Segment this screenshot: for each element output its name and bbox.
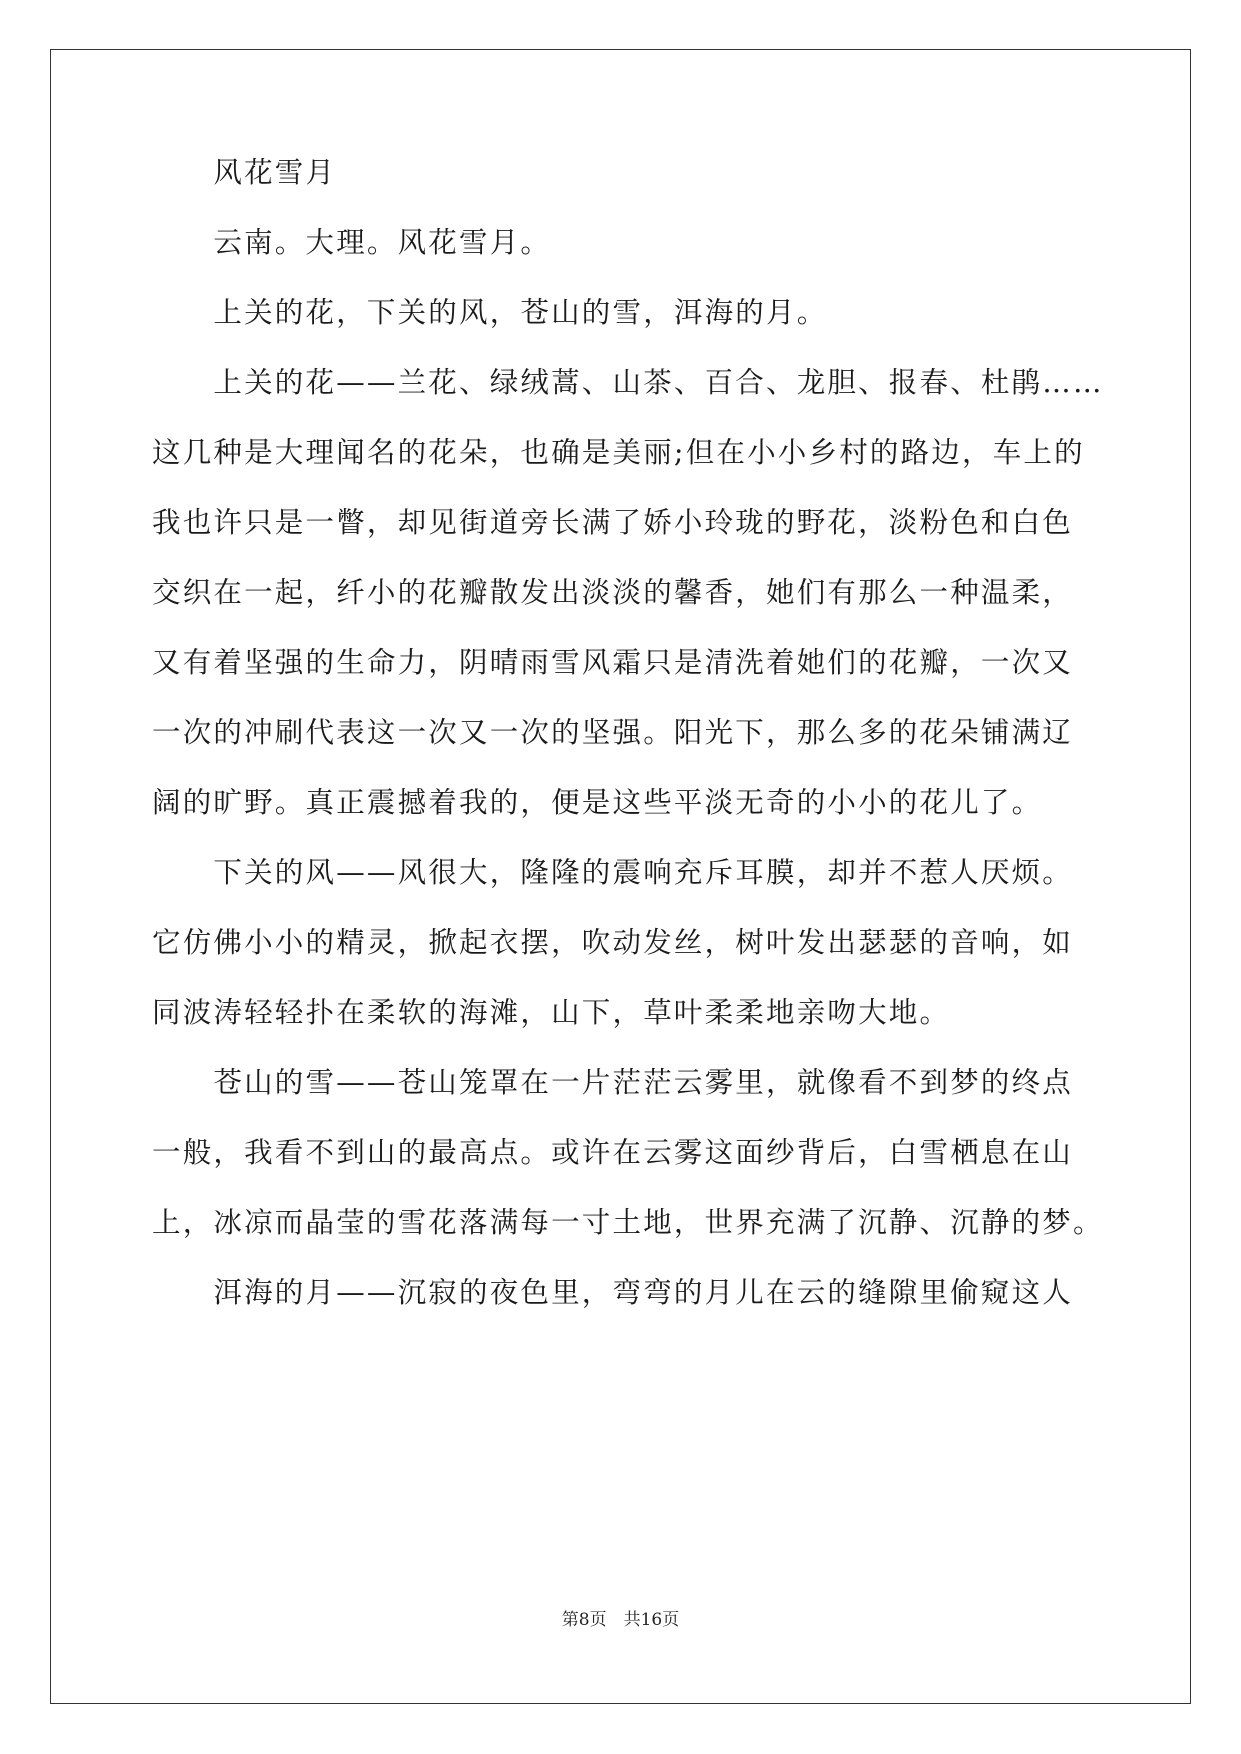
text-line: 我也许只是一瞥，却见街道旁长满了娇小玲珑的野花，淡粉色和白色	[152, 506, 1074, 539]
page-footer	[0, 1608, 1241, 1632]
text-line: 交织在一起，纤小的花瓣散发出淡淡的馨香，她们有那么一种温柔，	[152, 576, 1074, 609]
text-line: 阔的旷野。真正震撼着我的，便是这些平淡无奇的小小的花儿了。	[152, 786, 1043, 819]
text-line: 一次的冲刷代表这一次又一次的坚强。阳光下，那么多的花朵铺满辽	[152, 716, 1074, 749]
text-line: 下关的风——风很大，隆隆的震响充斥耳膜，却并不惹人厌烦。	[152, 856, 1074, 889]
text-line: 上，冰凉而晶莹的雪花落满每一寸土地，世界充满了沉静、沉静的梦。	[152, 1206, 1104, 1239]
text-line: 上关的花，下关的风，苍山的雪，洱海的月。	[152, 296, 828, 329]
text-line: 又有着坚强的生命力，阴晴雨雪风霜只是清洗着她们的花瓣，一次又	[152, 646, 1074, 679]
text-line: 它仿佛小小的精灵，掀起衣摆，吹动发丝，树叶发出瑟瑟的音响，如	[152, 926, 1074, 959]
text-line: 这几种是大理闻名的花朵，也确是美丽;但在小小乡村的路边，车上的	[152, 436, 1085, 469]
text-line: 一般，我看不到山的最高点。或许在云雾这面纱背后，白雪栖息在山	[152, 1136, 1074, 1169]
text-line: 上关的花——兰花、绿绒蒿、山茶、百合、龙胆、报春、杜鹃……	[152, 366, 1104, 399]
text-line: 同波涛轻轻扑在柔软的海滩，山下，草叶柔柔地亲吻大地。	[152, 996, 951, 1029]
text-line: 云南。大理。风花雪月。	[152, 226, 552, 259]
text-line: 苍山的雪——苍山笼罩在一片茫茫云雾里，就像看不到梦的终点	[152, 1066, 1074, 1099]
text-line: 风花雪月	[152, 156, 337, 189]
page-number: 第8页 共16页	[561, 1610, 680, 1630]
text-line: 洱海的月——沉寂的夜色里，弯弯的月儿在云的缝隙里偷窥这人	[152, 1276, 1074, 1309]
